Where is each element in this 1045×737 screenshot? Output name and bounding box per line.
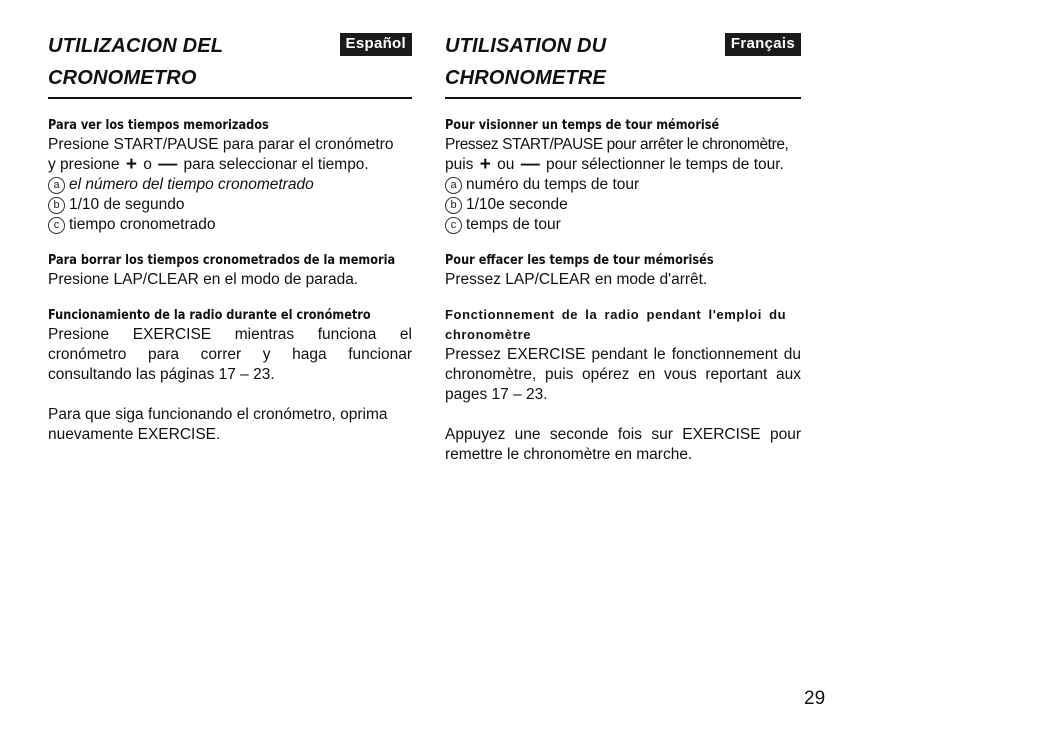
body-text: Pressez START/PAUSE pour arrêter le chronomètre, xyxy=(445,136,789,153)
list-item: b 1/10e seconde xyxy=(445,195,801,215)
section-heading: Fonctionnement de la radio pendant l'emploi du chronomètre xyxy=(445,307,787,342)
minus-icon: — xyxy=(520,154,540,175)
minus-icon: — xyxy=(158,154,178,175)
list-item: b 1/10 de segundo xyxy=(48,195,412,215)
plus-icon: + xyxy=(479,154,491,175)
french-title-rule xyxy=(445,97,801,99)
body-text: puis + ou — pour sélectionner le temps de tour. xyxy=(445,154,784,175)
circled-letter-icon: a xyxy=(445,177,462,194)
spanish-section-clear-times xyxy=(48,250,412,290)
spanish-title-rule xyxy=(48,97,412,99)
plus-icon: + xyxy=(125,154,137,175)
body-text: Presione LAP/CLEAR en el modo de parada. xyxy=(48,271,359,288)
french-language-badge: Français xyxy=(725,33,801,56)
body-text: Presione START/PAUSE para parar el cronómetro xyxy=(48,136,394,153)
list-item: a numéro du temps de tour xyxy=(445,175,801,195)
french-title-line2: CHRONOMETRE xyxy=(445,67,607,89)
circled-letter-icon: b xyxy=(48,197,65,214)
french-column xyxy=(445,30,801,480)
french-title-block xyxy=(445,30,801,94)
spanish-title-line1: UTILIZACION DEL xyxy=(48,35,224,57)
section-heading: Pour visionner un temps de tour mémorisé xyxy=(445,117,720,133)
spanish-title-block xyxy=(48,30,412,94)
french-title-line1: UTILISATION DU xyxy=(445,35,607,57)
section-heading: Funcionamiento de la radio durante el cronómetro xyxy=(48,307,371,323)
body-text: y presione + o — para seleccionar el tiempo. xyxy=(48,154,369,175)
spanish-language-badge: Español xyxy=(340,33,412,56)
circled-letter-icon: b xyxy=(445,197,462,214)
spanish-column xyxy=(48,30,412,460)
list-item: c tiempo cronometrado xyxy=(48,215,412,235)
body-text: Appuyez une seconde fois sur EXERCISE pour remettre le chronomètre en marche. xyxy=(445,426,801,463)
french-section-radio xyxy=(445,305,801,465)
section-heading: Pour effacer les temps de tour mémorisés xyxy=(445,252,714,268)
spanish-section-radio xyxy=(48,305,412,445)
circled-letter-icon: c xyxy=(445,217,462,234)
body-text: Pressez LAP/CLEAR en mode d'arrêt. xyxy=(445,271,708,288)
circled-letter-icon: c xyxy=(48,217,65,234)
section-heading: Para ver los tiempos memorizados xyxy=(48,117,269,133)
spanish-section-view-times xyxy=(48,115,412,235)
body-text: Para que siga funcionando el cronómetro, oprima nuevamente EXERCISE. xyxy=(48,406,388,443)
list-item: c temps de tour xyxy=(445,215,801,235)
page-number: 29 xyxy=(804,688,826,709)
body-text: Pressez EXERCISE pendant le fonctionnement du chronomètre, puis opérez en vous reportant aux pages 17 – 23. xyxy=(445,346,801,403)
circled-letter-icon: a xyxy=(48,177,65,194)
body-text: Presione EXERCISE mientras funciona el cronómetro para correr y haga funcionar consultando las páginas 17 – 23. xyxy=(48,326,412,383)
french-section-view-times xyxy=(445,115,801,235)
list-item: a el número del tiempo cronometrado xyxy=(48,175,412,195)
spanish-title-line2: CRONOMETRO xyxy=(48,67,197,89)
french-section-clear-times xyxy=(445,250,801,290)
section-heading: Para borrar los tiempos cronometrados de la memoria xyxy=(48,252,396,268)
